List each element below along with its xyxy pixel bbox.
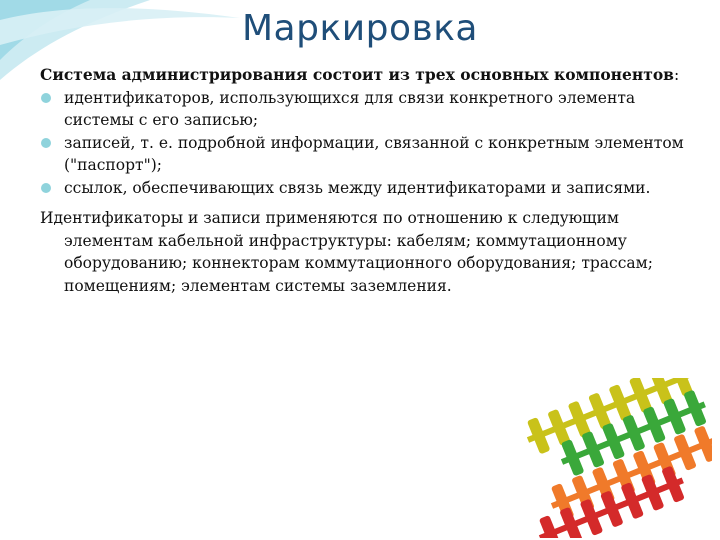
- marker-clip: [661, 465, 685, 502]
- bullet-icon: [41, 93, 51, 103]
- list-item: [40, 132, 702, 177]
- marker-clip: [673, 433, 697, 470]
- list-item-text: ссылок, обеспечивающих связь между идентификаторами и записями.: [64, 178, 651, 197]
- marker-clip: [642, 406, 666, 443]
- slide-content: [40, 64, 702, 297]
- bullet-icon: [41, 183, 51, 193]
- cable-marker-clips-icon: [522, 378, 712, 538]
- intro-paragraph: [40, 64, 702, 87]
- marker-clip: [561, 439, 585, 476]
- list-item-text: записей, т. е. подробной информации, связанной с конкретным элементом ("паспорт");: [64, 133, 684, 174]
- marker-clip: [683, 389, 707, 426]
- component-list: [40, 87, 702, 200]
- marker-clip: [641, 474, 665, 511]
- intro-suffix: :: [673, 66, 680, 84]
- marker-clip: [527, 417, 551, 454]
- marker-clip: [600, 490, 624, 527]
- marker-clip: [663, 398, 687, 435]
- marker-clip: [580, 498, 604, 535]
- marker-clip: [581, 431, 605, 468]
- intro-bold-text: Система администрирования состоит из трех основных компонентов: [40, 65, 674, 84]
- infrastructure-paragraph: Идентификаторы и записи применяются по отношению к следующим элементам кабельной инфраструктуры: кабелям; коммутационному оборудованию; коннекторам коммутационного оборудования; трассам; помещениям; элементам системы заземления.: [40, 209, 653, 295]
- bullet-icon: [41, 138, 51, 148]
- marker-clip: [622, 414, 646, 451]
- list-item-text: идентификаторов, использующихся для связи конкретного элемента системы с его записью;: [64, 88, 636, 129]
- list-item: [40, 87, 702, 132]
- marker-clip: [620, 482, 644, 519]
- slide-title: Маркировка: [241, 8, 478, 49]
- marker-clip: [694, 425, 712, 462]
- list-item: [40, 177, 702, 200]
- marker-clip: [602, 422, 626, 459]
